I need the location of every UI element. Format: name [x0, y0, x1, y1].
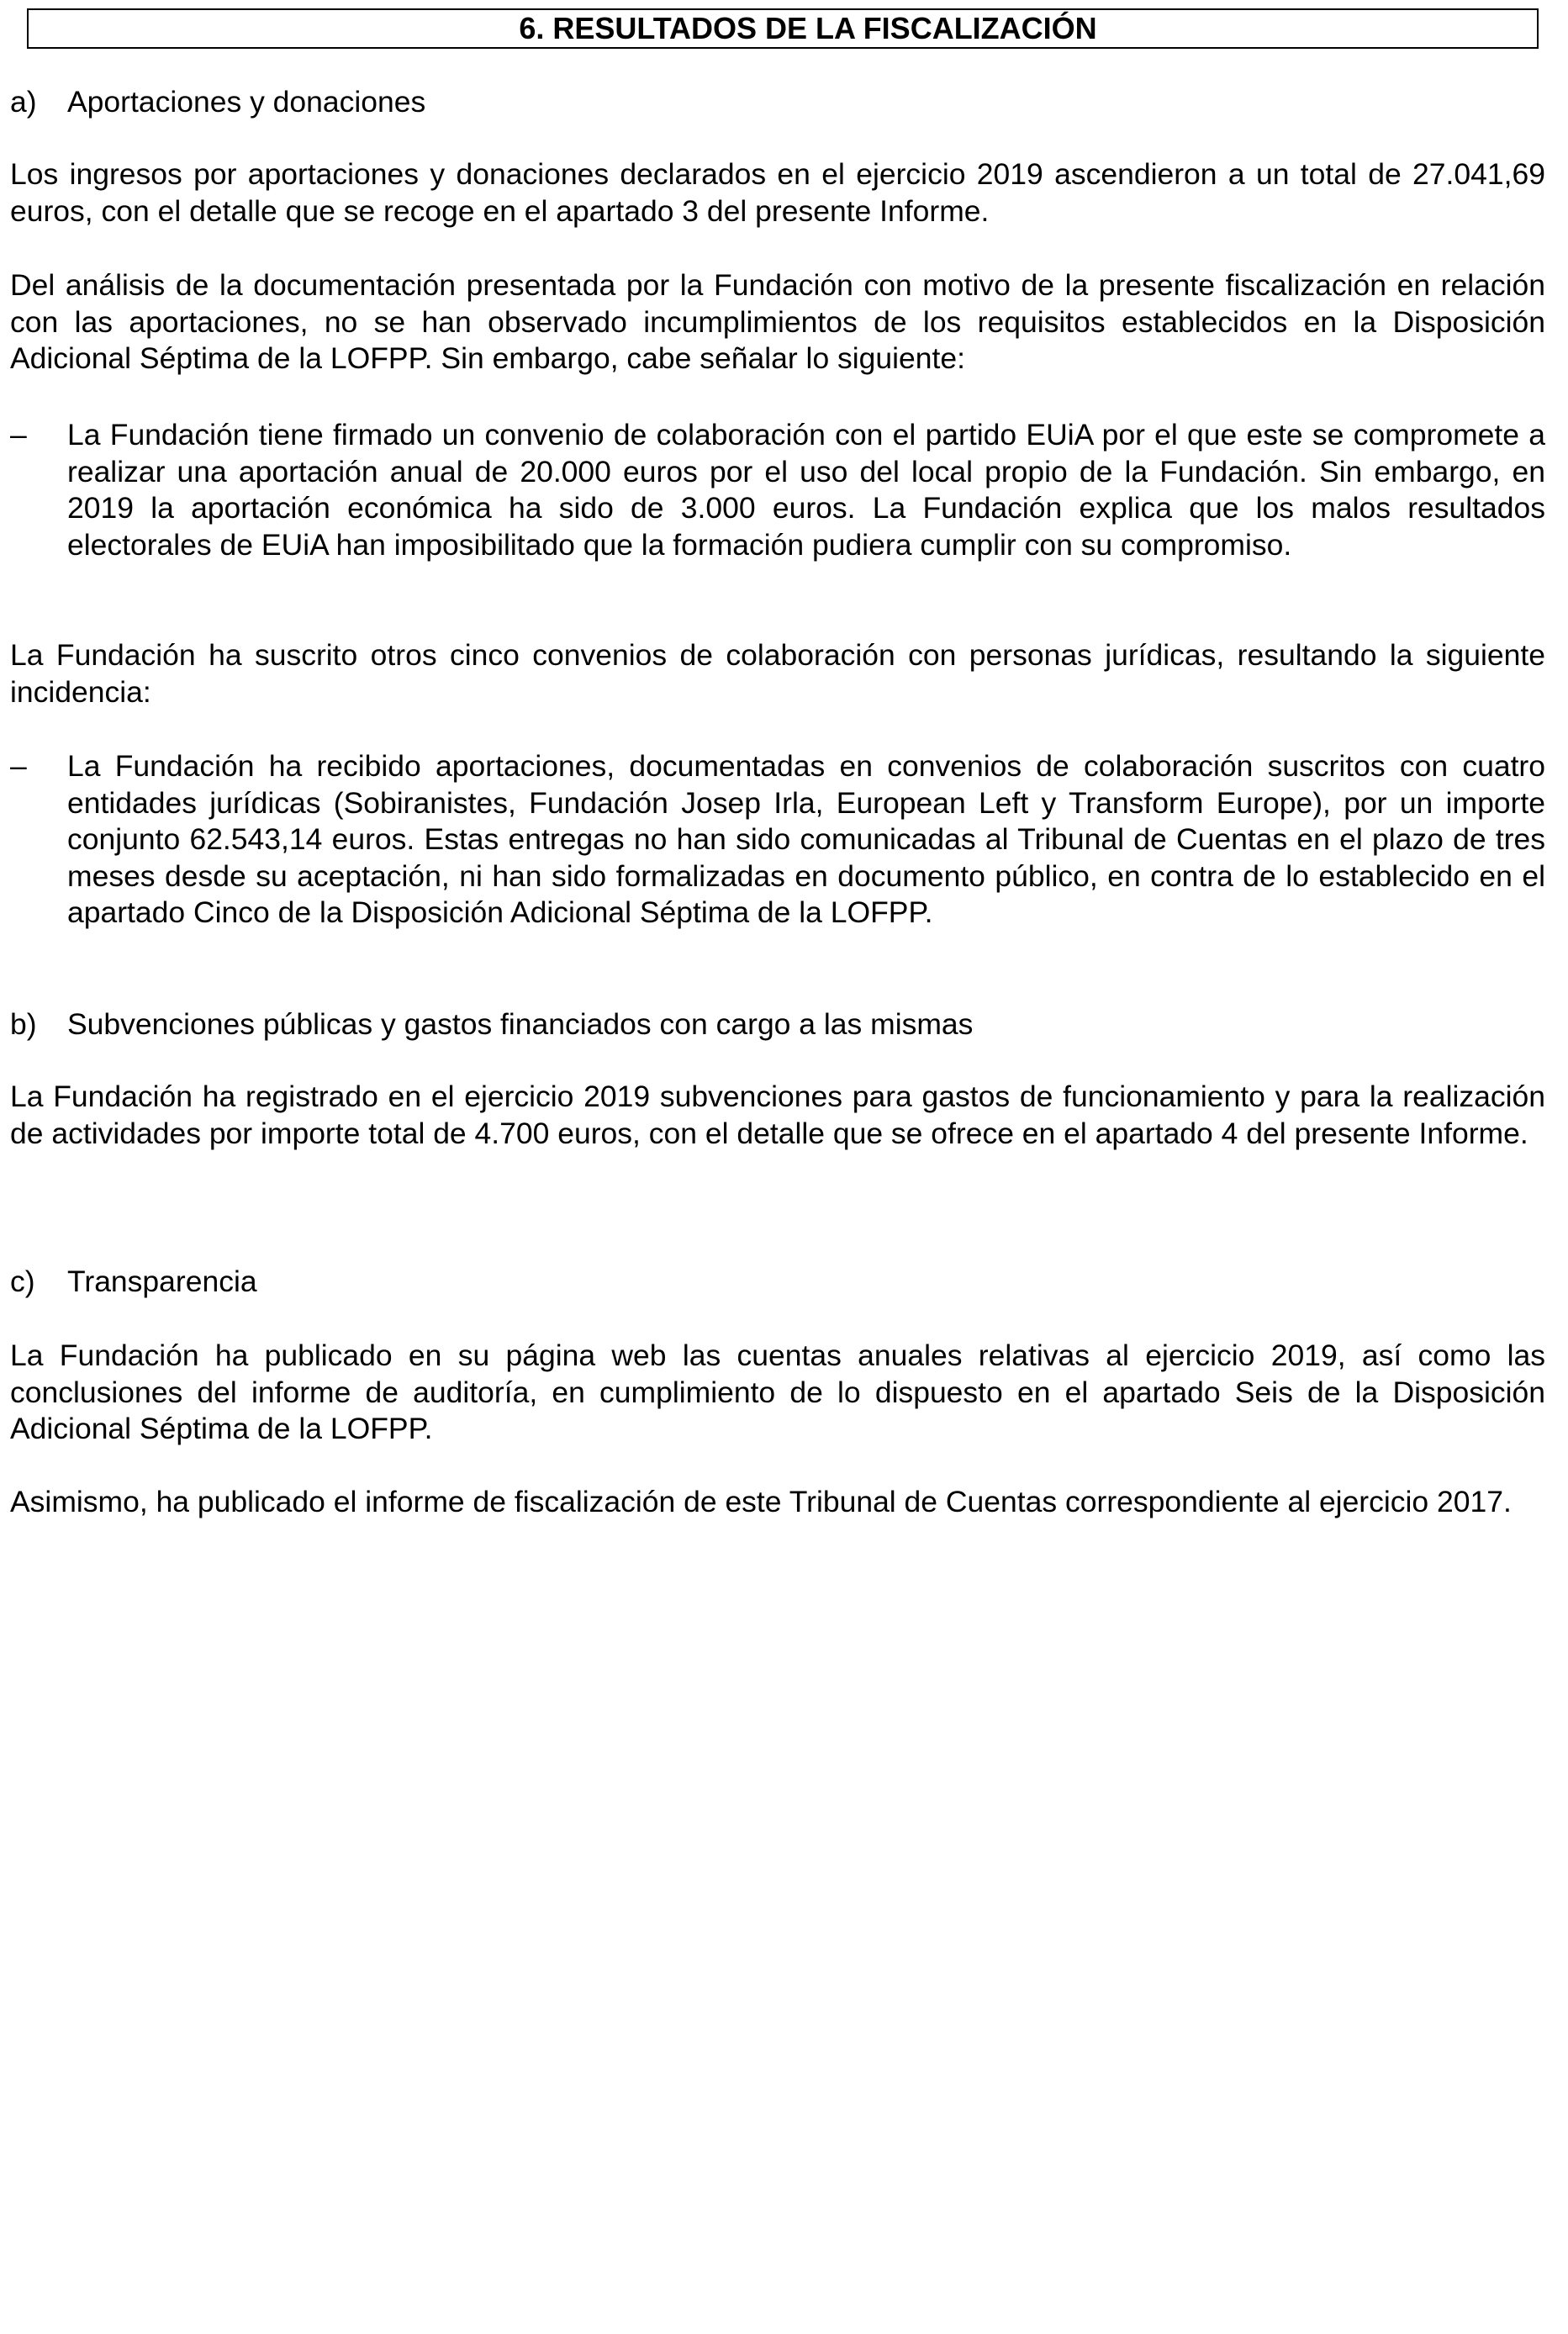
section-a-paragraph-2: Del análisis de la documentación presentada por la Fundación con motivo de la presente fiscalización en relación con las aportaciones, no se han observado incumplimientos de los requisitos establecidos en la Disposición Adicional Séptima de la LOFPP. Sin embargo, cabe señalar lo siguiente: — [10, 268, 1545, 375]
section-a-heading — [10, 84, 425, 121]
section-a-paragraph-3: La Fundación ha suscrito otros cinco convenios de colaboración con personas jurídicas, resultando la siguiente incidencia: — [10, 638, 1545, 709]
section-c-paragraph-1: La Fundación ha publicado en su página web las cuentas anuales relativas al ejercicio 2019, así como las conclusiones del informe de auditoría, en cumplimiento de lo dispuesto en el apartado Seis de la Disposición Adicional Séptima de la LOFPP. — [10, 1339, 1545, 1445]
section-a-title: Aportaciones y donaciones — [67, 85, 426, 119]
section-c-heading — [10, 1264, 257, 1301]
section-a-bullet-2-text: La Fundación ha recibido aportaciones, documentadas en convenios de colaboración suscritos con cuatro entidades jurídicas (Sobiranistes, Fundación Josep Irla, European Left y Transform Europe), por un importe conjunto 62.543,14 euros. Estas entregas no han sido comunicadas al Tribunal de Cuentas en el plazo de tres meses desde su aceptación, ni han sido formalizadas en documento público, en contra de lo establecido en el apartado Cinco de la Disposición Adicional Séptima de la LOFPP. — [67, 749, 1545, 929]
section-heading: 6. RESULTADOS DE LA FISCALIZACIÓN — [27, 8, 1539, 49]
section-a-paragraph-1: Los ingresos por aportaciones y donaciones declarados en el ejercicio 2019 ascendieron a un total de 27.041,69 euros, con el detalle que se recoge en el apartado 3 del presente Informe. — [10, 157, 1545, 228]
section-b-paragraph-1: La Fundación ha registrado en el ejercicio 2019 subvenciones para gastos de funcionamiento y para la realización de actividades por importe total de 4.700 euros, con el detalle que se ofrece en el apartado 4 del presente Informe. — [10, 1080, 1545, 1150]
section-c-letter: c) — [10, 1265, 35, 1298]
section-c-title: Transparencia — [67, 1265, 257, 1298]
section-c-paragraph-2: Asimismo, ha publicado el informe de fiscalización de este Tribunal de Cuentas correspondiente al ejercicio 2017. — [10, 1485, 1512, 1518]
dash-bullet-icon: – — [10, 418, 27, 451]
section-a-bullet-1-text: La Fundación tiene firmado un convenio de colaboración con el partido EUiA por el que este se compromete a realizar una aportación anual de 20.000 euros por el uso del local propio de la Fundación. Sin embargo, en 2019 la aportación económica ha sido de 3.000 euros. La Fundación explica que los malos resultados electorales de EUiA han imposibilitado que la formación pudiera cumplir con su compromiso. — [67, 418, 1545, 562]
section-b-letter: b) — [10, 1007, 37, 1041]
section-b-heading — [10, 1006, 973, 1043]
section-b-title: Subvenciones públicas y gastos financiados con cargo a las mismas — [67, 1007, 974, 1041]
dash-bullet-icon: – — [10, 749, 27, 783]
section-a-letter: a) — [10, 85, 37, 119]
